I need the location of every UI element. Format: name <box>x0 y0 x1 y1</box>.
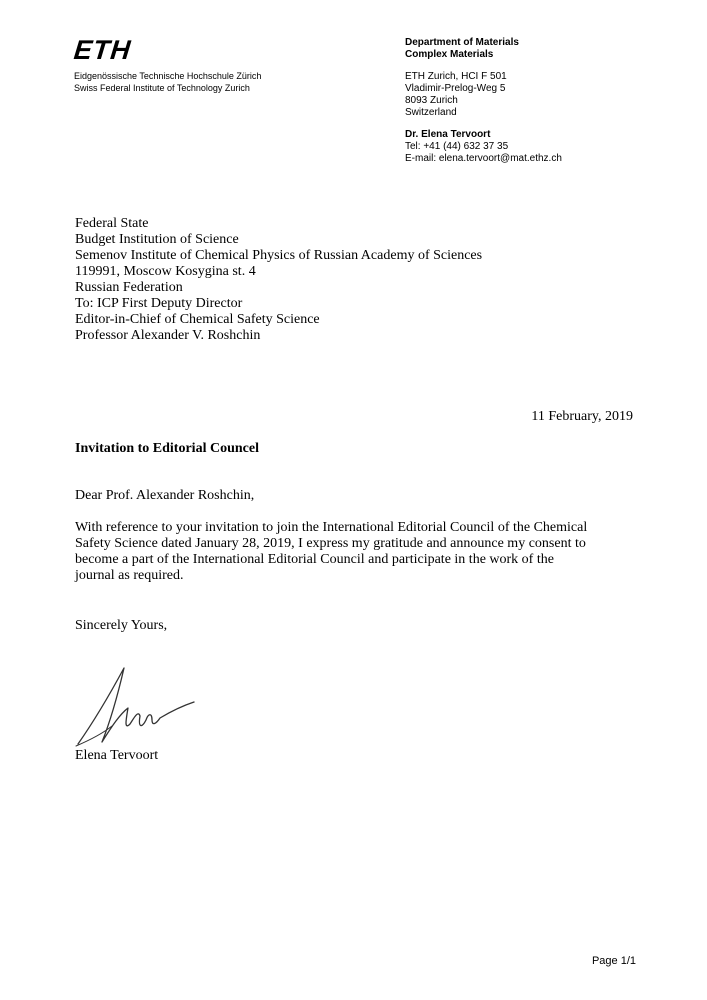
address-line-4: Switzerland <box>405 107 457 118</box>
recipient-line: Semenov Institute of Chemical Physics of Russian Academy of Sciences <box>75 248 483 263</box>
recipient-address <box>75 216 482 344</box>
body-line: journal as required. <box>75 568 184 583</box>
body-line: Safety Science dated January 28, 2019, I express my gratitude and announce my consent to <box>75 536 586 551</box>
logo-english-name: Swiss Federal Institute of Technology Zurich <box>74 83 250 93</box>
letter-body <box>75 520 645 584</box>
sender-email: E-mail: elena.tervoort@mat.ethz.ch <box>405 153 562 164</box>
salutation: Dear Prof. Alexander Roshchin, <box>75 488 255 503</box>
signature-image <box>72 664 198 748</box>
body-line: With reference to your invitation to join the International Editorial Council of the Chemical <box>75 520 588 535</box>
letter-date: 11 February, 2019 <box>531 409 633 424</box>
eth-logo-mark: ETH <box>72 35 133 65</box>
recipient-line: Editor-in-Chief of Chemical Safety Science <box>75 312 320 327</box>
address-line-2: Vladimir-Prelog-Weg 5 <box>405 83 506 94</box>
letter-subject: Invitation to Editorial Councel <box>75 441 259 456</box>
signer-name: Elena Tervoort <box>75 748 159 763</box>
recipient-line: Budget Institution of Science <box>75 232 239 247</box>
body-line: become a part of the International Editorial Council and participate in the work of the <box>75 552 554 567</box>
logo-german-name: Eidgenössische Technische Hochschule Zürich <box>74 71 262 81</box>
sender-tel: Tel: +41 (44) 632 37 35 <box>405 141 509 152</box>
eth-logo <box>74 37 261 94</box>
department-line-1: Department of Materials <box>405 37 519 48</box>
address-line-1: ETH Zurich, HCI F 501 <box>405 71 507 82</box>
recipient-line: 119991, Moscow Kosygina st. 4 <box>75 264 256 279</box>
recipient-line: Russian Federation <box>75 280 183 295</box>
closing: Sincerely Yours, <box>75 618 168 633</box>
address-line-3: 8093 Zurich <box>405 95 458 106</box>
sender-name: Dr. Elena Tervoort <box>405 129 491 140</box>
page-number: Page 1/1 <box>591 955 636 967</box>
recipient-line: Professor Alexander V. Roshchin <box>75 328 261 343</box>
department-line-2: Complex Materials <box>405 49 494 60</box>
sender-block <box>405 37 562 165</box>
recipient-line: Federal State <box>75 216 149 231</box>
recipient-line: To: ICP First Deputy Director <box>75 296 243 311</box>
